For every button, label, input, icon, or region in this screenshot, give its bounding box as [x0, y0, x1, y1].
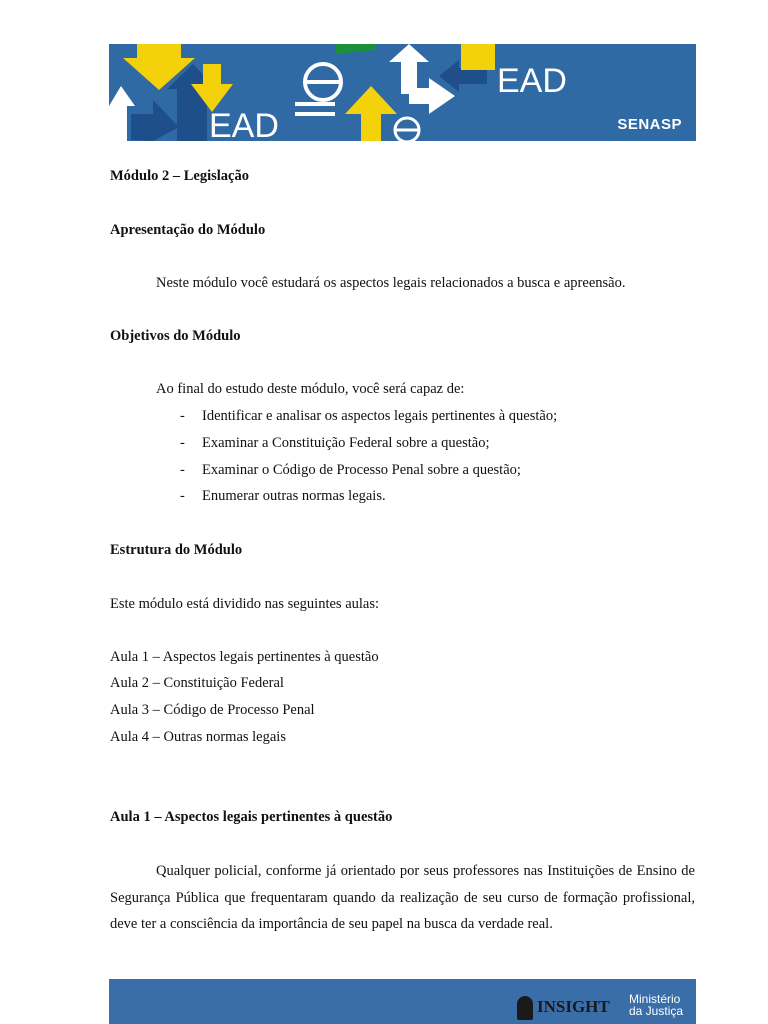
objective-text: Enumerar outras normas legais.	[202, 488, 386, 504]
header-banner	[109, 44, 696, 141]
lesson1-paragraph: Qualquer policial, conforme já orientado por seus professores nas Instituições de Ensino de Segurança Pública que frequentaram quando da realização de seu curso de formação profissional, deve ter a consciência da importância de seu papel na busca da verdade real.	[110, 863, 695, 933]
ead-logo-text: EAD	[209, 107, 279, 141]
lesson-item: Aula 1 – Aspectos legais pertinentes à questão	[110, 649, 379, 665]
section-heading-objectives: Objetivos do Módulo	[110, 328, 241, 344]
bullet-marker: -	[180, 488, 185, 504]
presentation-text: Neste módulo você estudará os aspectos legais relacionados a busca e apreensão.	[156, 275, 626, 291]
ministry-line-1: Ministério	[629, 992, 681, 1006]
lesson-item: Aula 4 – Outras normas legais	[110, 729, 286, 745]
senasp-label: SENASP	[617, 116, 682, 133]
section-heading-structure: Estrutura do Módulo	[110, 542, 243, 558]
objectives-intro: Ao final do estudo deste módulo, você será capaz de:	[156, 381, 465, 397]
insight-head-icon	[517, 996, 533, 1020]
ministry-logo	[629, 993, 683, 1017]
objective-text: Examinar o Código de Processo Penal sobre a questão;	[202, 462, 521, 478]
section-heading-presentation: Apresentação do Módulo	[110, 222, 266, 238]
objective-text: Identificar e analisar os aspectos legais pertinentes à questão;	[202, 408, 558, 424]
ead-arrows-graphic	[109, 44, 696, 141]
lesson-item: Aula 2 – Constituição Federal	[110, 675, 284, 691]
bullet-marker: -	[180, 435, 185, 451]
bullet-marker: -	[180, 462, 185, 478]
lesson-item: Aula 3 – Código de Processo Penal	[110, 702, 315, 718]
module-title: Módulo 2 – Legislação	[110, 168, 249, 184]
ministry-line-2: da Justiça	[629, 1004, 684, 1018]
lesson1-heading: Aula 1 – Aspectos legais pertinentes à questão	[110, 809, 393, 825]
bullet-marker: -	[180, 408, 185, 424]
insight-logo: INSIGHT	[537, 997, 610, 1016]
objective-text: Examinar a Constituição Federal sobre a questão;	[202, 435, 490, 451]
ead-logo-text-right: EAD	[497, 62, 567, 100]
footer-bar	[109, 979, 696, 1024]
structure-intro: Este módulo está dividido nas seguintes aulas:	[110, 596, 380, 612]
